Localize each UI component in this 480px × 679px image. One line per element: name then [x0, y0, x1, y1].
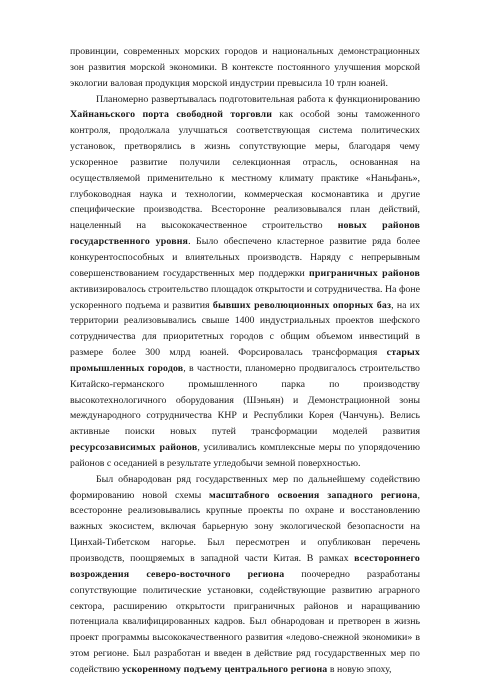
bold-text-run: масштабного освоения западного региона — [209, 489, 418, 501]
text-run: . Было обеспечено кластерное развитие ряда более конкурентоспособных и влиятельных производств. Наряду с непрерывным совершенствованием государственных мер поддержки — [70, 236, 420, 279]
bold-text-run: Хайнаньского порта свободной торговли — [70, 109, 273, 121]
paragraph — [70, 44, 420, 92]
text-run: , всесторонне реализовывались крупные проекты по охране и восстановлению важных экосистем, включая барьерную зону экологической безопасности на Цинхай-Тибетском нагорье. Был пересмотрен и опубликован перечень производств, поощряемых в западной части Китая. В рамках — [70, 489, 420, 564]
text-run: , на их территории реализовывались свыше 1400 индустриальных проектов шефского сотрудничества для приоритетных городов с общим объемом инвестиций в размере более 300 млрд юаней. Форсировалась трансформация — [70, 299, 421, 359]
text-run: , в частности, планомерно продвигалось строительство Китайско-германского промышленного парка по производству высокотехнологичного оборудования (Шэньян) и Демонстрационной зоны международного сотрудничества КНР и Республики Корея (Чанчунь). Велись активные поиски новых путей трансформации моделей развития — [70, 362, 420, 438]
document-body — [70, 44, 420, 678]
text-run: в новую эпоху, — [327, 663, 392, 675]
text-run: Планомерно развертывалась подготовительная работа к функционированию — [96, 93, 420, 105]
bold-text-run: старых промышленных городов — [70, 347, 420, 374]
text-run: Был обнародован ряд государственных мер по дальнейшему содействию формированию новой схемы — [70, 473, 420, 501]
paragraph — [70, 92, 420, 472]
text-run: активизировалось строительство площадок открытости и сотрудничества. На фоне ускоренного подъема и развития — [70, 283, 420, 311]
bold-text-run: новых районов государственного уровня — [70, 220, 420, 248]
paragraph — [70, 472, 420, 678]
bold-text-run: всестороннего возрождения северо-восточного региона — [70, 553, 420, 580]
bold-text-run: бывших революционных опорных баз — [212, 299, 392, 311]
bold-text-run: приграничных районов — [309, 267, 420, 279]
text-run: как особой зоны таможенного контроля, продолжала улучшаться соответствующая система политических установок, претворялись в жизнь сопутствующие меры, благодаря чему ускоренное развитие получили селекционная отрасль, основанная на осуществляемой применительно к местному климату практике «Наньфань», глубоководная наука и технологии, коммерческая космонавтика и другие специфические производства. Всесторонне реализовывался план действий, нацеленный на высококачественное строительство — [70, 109, 420, 232]
bold-text-run: ресурсозависимых районов — [70, 442, 198, 454]
text-run: провинции, современных морских городов и национальных демонстрационных зон развития морской экономики. В контексте постоянного улучшения морской экологии валовая продукция морской индустрии превысила 10 трлн юаней. — [70, 46, 420, 89]
bold-text-run: ускоренному подъему центрального региона — [122, 663, 328, 675]
text-run: , усиливались комплексные меры по упорядочению районов с оседанией в результате угледобычи земной поверхностью. — [70, 442, 420, 469]
text-run: поочередно разработаны сопутствующие политические установки, содействующие развитию аграрного сектора, расширению открытости приграничных районов и наращиванию потенциала квалифицированных кадров. Был обнародован и претворен в жизнь проект программы высококачественного развития «ледово-снежной экономики» в этом регионе. Был разработан и введен в действие ряд государственных мер по содействию — [70, 568, 420, 675]
